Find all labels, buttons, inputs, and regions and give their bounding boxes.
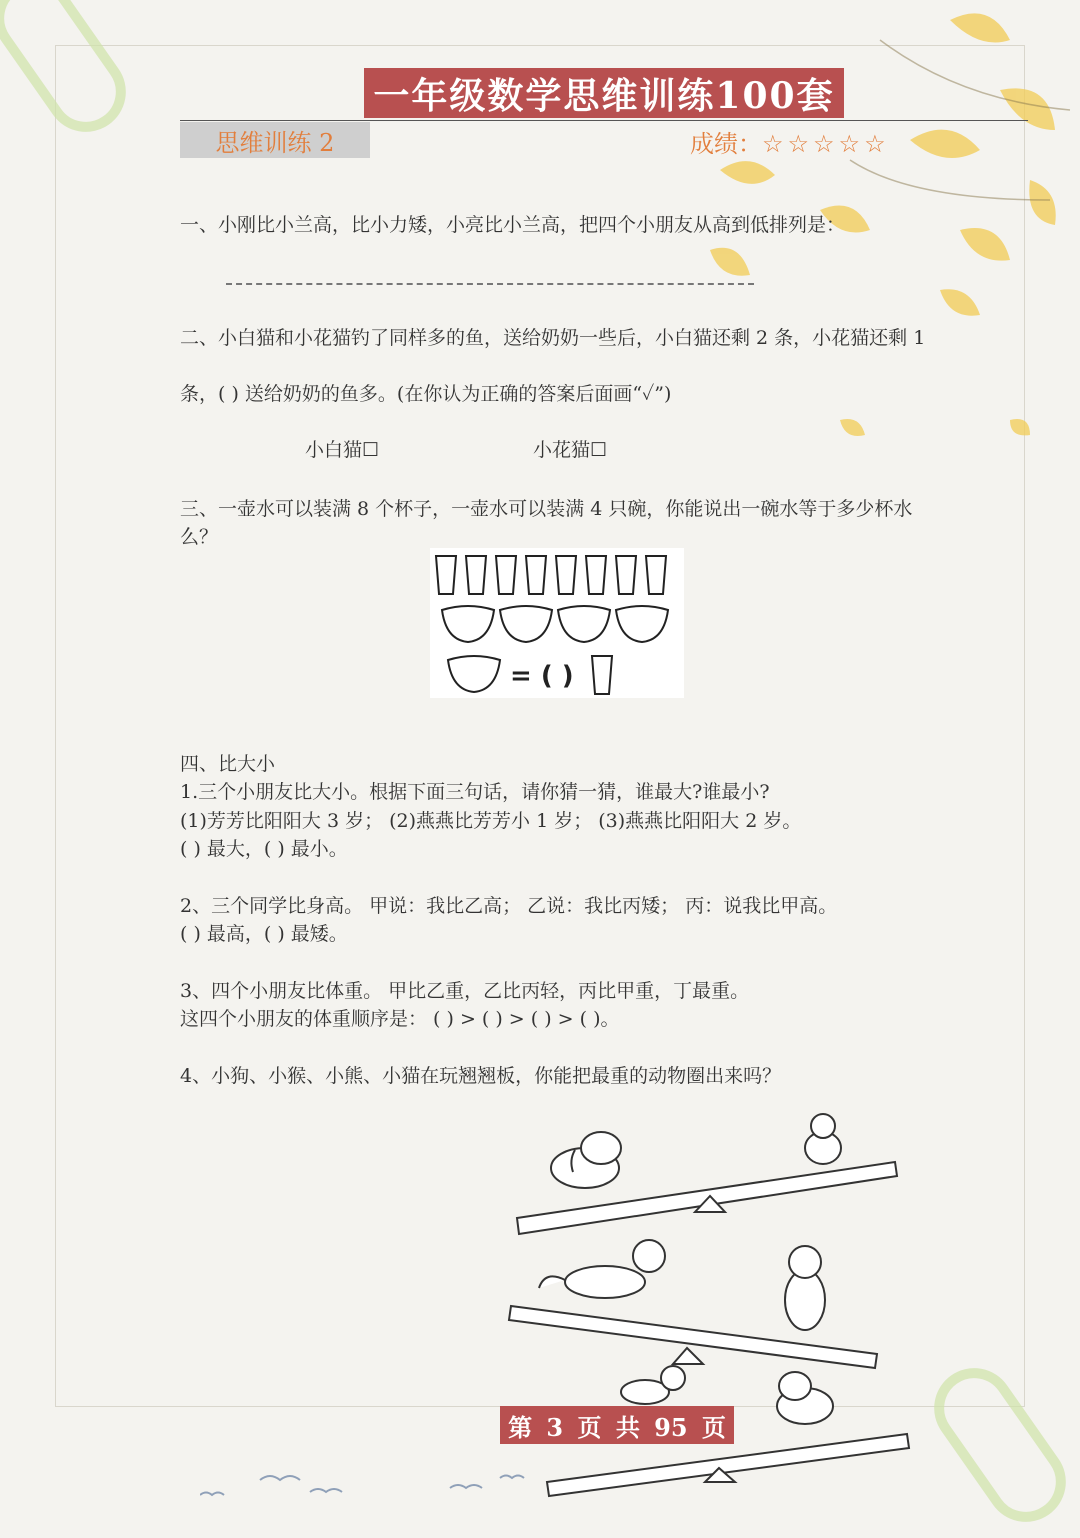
seesaw-animals-illustration — [505, 1100, 925, 1510]
dog-icon — [551, 1132, 621, 1188]
equation-text: = ( ) — [510, 661, 574, 691]
section-subtitle: 思维训练 2 — [180, 122, 370, 158]
star-rating-icons: ☆☆☆☆☆ — [762, 130, 890, 158]
question-3-line2: 么？ — [180, 526, 219, 548]
dog-icon-2 — [777, 1372, 833, 1424]
monkey-icon — [539, 1240, 665, 1298]
page-number: 第 3 页 共 95 页 — [500, 1406, 734, 1444]
question-4-2-b: ( ) 最高，( ) 最矮。 — [180, 923, 348, 945]
question-2-line2: 条，( ) 送给奶奶的鱼多。(在你认为正确的答案后面画“✓”) — [180, 383, 672, 405]
question-4-4: 4、小狗、小猴、小熊、小猫在玩翘翘板，你能把最重的动物圈出来吗？ — [180, 1065, 782, 1087]
answer-line — [226, 283, 754, 285]
question-4-3-a: 3、四个小朋友比体重。 甲比乙重，乙比丙轻，丙比甲重，丁最重。 — [180, 980, 750, 1002]
question-4-1-a: 1.三个小朋友比大小。根据下面三句话，请你猜一猜，谁最大?谁最小? — [180, 781, 770, 803]
option-flower-cat: 小花猫☐ — [533, 439, 608, 461]
score-field — [690, 124, 890, 159]
cups-bowls-illustration — [430, 548, 684, 698]
cat-icon — [805, 1114, 841, 1164]
question-4-title: 四、比大小 — [180, 753, 276, 775]
score-label: 成绩： — [690, 130, 762, 158]
cup-row — [436, 556, 666, 594]
page-title: 一年级数学思维训练100套 — [364, 68, 844, 118]
question-4-1-b: (1)芳芳比阳阳大 3 岁； (2)燕燕比芳芳小 1 岁； (3)燕燕比阳阳大 2 岁。 — [180, 810, 802, 832]
question-4-2-a: 2、三个同学比身高。 甲说：我比乙高； 乙说：我比丙矮； 丙：说我比甲高。 — [180, 895, 838, 917]
question-2-line1: 二、小白猫和小花猫钓了同样多的鱼，送给奶奶一些后，小白猫还剩 2 条，小花猫还剩 1 — [180, 327, 926, 349]
bowl-row — [442, 606, 668, 642]
option-white-cat: 小白猫☐ — [305, 439, 380, 461]
question-4-3-b: 这四个小朋友的体重顺序是： ( ) > ( ) > ( ) > ( )。 — [180, 1008, 620, 1030]
small-monkey-icon — [621, 1366, 685, 1404]
question-3-line1: 三、一壶水可以装满 8 个杯子，一壶水可以装满 4 只碗，你能说出一碗水等于多少杯水 — [180, 498, 913, 520]
bear-icon — [785, 1246, 825, 1330]
question-4-1-c: ( ) 最大，( ) 最小。 — [180, 838, 348, 860]
title-divider — [180, 120, 1028, 121]
cups-bowls-icon — [430, 548, 684, 698]
question-1: 一、小刚比小兰高，比小力矮，小亮比小兰高，把四个小朋友从高到低排列是： — [180, 214, 846, 236]
